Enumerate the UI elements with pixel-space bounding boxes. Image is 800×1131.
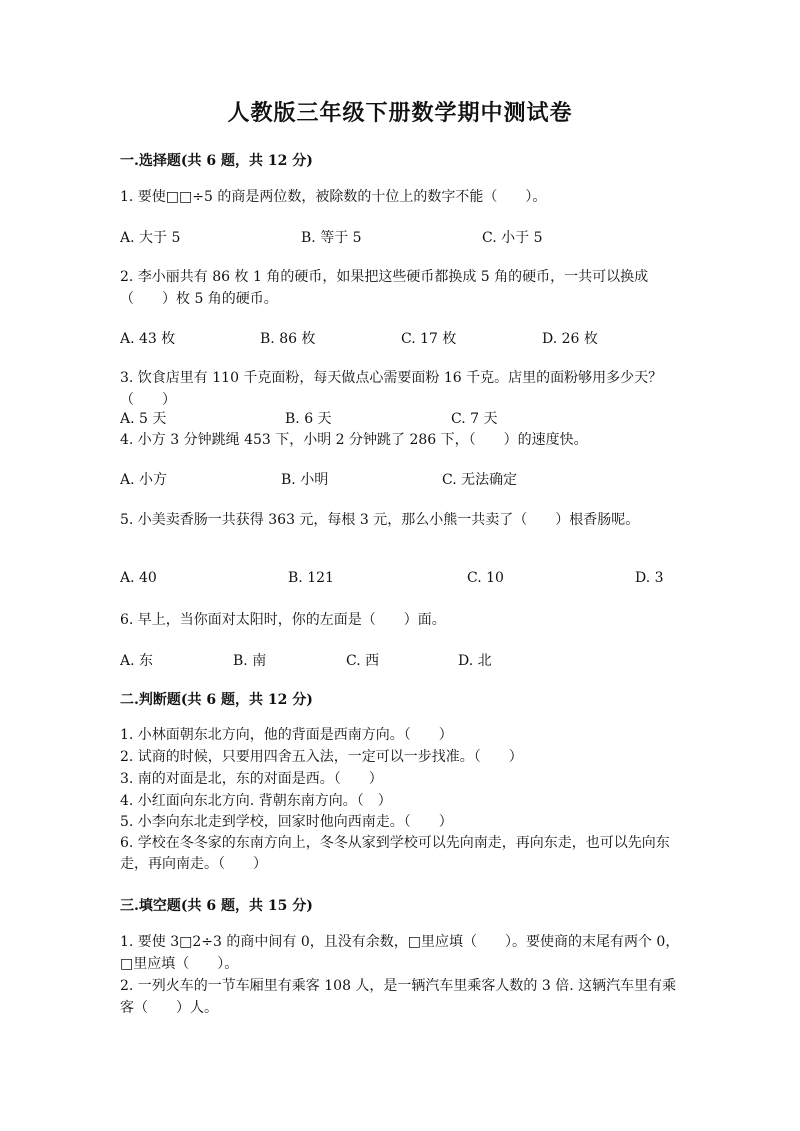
- fill-item: 2. 一列火车的一节车厢里有乘客 108 人，是一辆汽车里乘客人数的 3 倍. 这辆汽车里有乘客（ ）人。: [120, 978, 677, 1016]
- option-row: [120, 328, 680, 350]
- option: B. 86 枚: [260, 331, 316, 347]
- page-title: 人教版三年级下册数学期中测试卷: [227, 100, 573, 126]
- option: C. 10: [467, 570, 504, 586]
- tf-item: 4. 小红面向东北方向. 背朝东南方向。（ ）: [120, 793, 392, 809]
- section-heading-fill-in: 三.填空题(共 6 题，共 15 分): [120, 898, 313, 914]
- option-row: [120, 227, 680, 249]
- question-text: 5. 小美卖香肠一共获得 363 元，每根 3 元，那么小熊一共卖了（ ）根香肠呢。: [120, 512, 640, 528]
- option: A. 东: [120, 653, 154, 669]
- section-heading-multiple-choice: 一.选择题(共 6 题，共 12 分): [120, 153, 313, 169]
- option: B. 等于 5: [301, 230, 362, 246]
- option: C. 无法确定: [442, 472, 518, 488]
- option: B. 121: [288, 570, 334, 586]
- option-row: [120, 408, 680, 430]
- option: D. 3: [635, 570, 664, 586]
- option: C. 西: [346, 653, 380, 669]
- option: A. 5 天: [120, 411, 167, 427]
- option: D. 北: [458, 653, 492, 669]
- question-text: 4. 小方 3 分钟跳绳 453 下，小明 2 分钟跳了 286 下，（ ）的速度快。: [120, 432, 588, 448]
- question-text: 1. 要使□□÷5 的商是两位数，被除数的十位上的数字不能（ ）。: [120, 189, 547, 205]
- option: B. 6 天: [285, 411, 332, 427]
- tf-item: 5. 小李向东北走到学校，回家时他向西南走。（ ）: [120, 814, 453, 830]
- option: A. 43 枚: [120, 331, 176, 347]
- option: D. 26 枚: [542, 331, 598, 347]
- option-row: [120, 570, 680, 592]
- option: C. 小于 5: [482, 230, 543, 246]
- option: B. 南: [233, 653, 267, 669]
- section-heading-true-false: 二.判断题(共 6 题，共 12 分): [120, 692, 313, 708]
- option: C. 7 天: [451, 411, 498, 427]
- option: A. 40: [120, 570, 157, 586]
- question-text: 2. 李小丽共有 86 枚 1 角的硬币，如果把这些硬币都换成 5 角的硬币，一共可以换成（ ）枚 5 角的硬币。: [120, 269, 649, 307]
- option: B. 小明: [281, 472, 329, 488]
- question-text: 6. 早上，当你面对太阳时，你的左面是（ ）面。: [120, 612, 446, 628]
- option: C. 17 枚: [401, 331, 457, 347]
- option: A. 小方: [120, 472, 168, 488]
- option-row: [120, 469, 680, 491]
- fill-item: 1. 要使 3□2÷3 的商中间有 0，且没有余数，□里应填（ ）。要使商的末尾有两个 0，□里应填（ ）。: [120, 934, 680, 972]
- tf-item: 3. 南的对面是北，东的对面是西。（ ）: [120, 771, 383, 787]
- tf-item: 6. 学校在冬冬家的东南方向上，冬冬从家到学校可以先向南走，再向东走，也可以先向东走，再向南走。（ ）: [120, 835, 670, 872]
- option-row: [120, 650, 680, 672]
- tf-item: 1. 小林面朝东北方向，他的背面是西南方向。（ ）: [120, 727, 453, 743]
- option: A. 大于 5: [120, 230, 181, 246]
- question-text: 3. 饮食店里有 110 千克面粉，每天做点心需要面粉 16 千克。店里的面粉够用多少天？（ ）: [120, 370, 663, 408]
- tf-item: 2. 试商的时候，只要用四舍五入法，一定可以一步找准。（ ）: [120, 749, 523, 765]
